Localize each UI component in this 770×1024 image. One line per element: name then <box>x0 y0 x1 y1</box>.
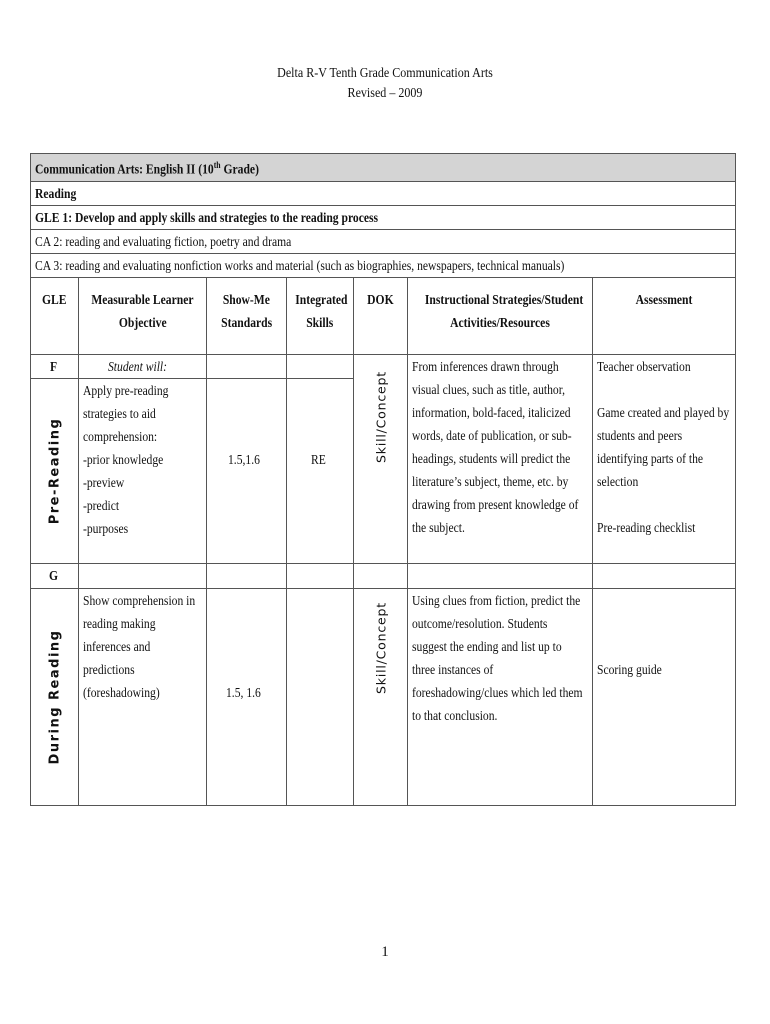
dok-cell <box>354 354 408 563</box>
strategy-line: information, bold-faced, italicized <box>412 404 571 420</box>
strategy-line: to that conclusion. <box>412 707 498 723</box>
strategy-line: suggest the ending and list up to <box>412 638 562 654</box>
assessment-line: Teacher observation <box>597 358 691 374</box>
phase-label: Pre-Reading <box>47 417 62 524</box>
gle-row <box>31 205 736 229</box>
assessment-line: selection <box>597 473 639 489</box>
objective-line: -preview <box>83 474 125 490</box>
objective-line: -prior knowledge <box>83 451 164 467</box>
assessment-line <box>597 378 731 401</box>
strategy-line: literature’s subject, theme, etc. by <box>412 473 569 489</box>
gle-letter: G <box>49 567 59 583</box>
col-header-skills: Integrated Skills <box>295 291 348 330</box>
dok-cell <box>354 588 408 805</box>
objective-line: reading making <box>83 615 156 631</box>
assessment-line: students and peers <box>597 427 683 443</box>
gle-letter-row-g <box>31 563 736 588</box>
assessment-text <box>597 589 731 681</box>
objective-line: -predict <box>83 497 120 513</box>
strategy-line: the subject. <box>412 519 465 535</box>
phase-cell <box>31 378 79 563</box>
col-header-assessment: Assessment <box>635 291 693 307</box>
assessment-line <box>597 493 731 516</box>
objective-line: -purposes <box>83 520 129 536</box>
ca3-statement: CA 3: reading and evaluating nonfiction works and material (such as biographies, newspapers, technical manuals) <box>35 257 565 273</box>
skills-value: RE <box>311 451 327 467</box>
objective-line: strategies to aid <box>83 405 156 421</box>
ca3-row <box>31 253 736 277</box>
strategy-line: foreshadowing/clues which led them <box>412 684 583 700</box>
col-header-gle: GLE <box>42 291 67 307</box>
curriculum-table <box>30 153 736 806</box>
strategy-line: From inferences drawn through <box>412 358 559 374</box>
standards-value: 1.5,1.6 <box>227 451 260 467</box>
assessment-line: identifying parts of the <box>597 450 704 466</box>
assessment-line: Game created and played by <box>597 404 730 420</box>
assessment-line <box>597 589 731 612</box>
objective-line: Show comprehension in <box>83 592 196 608</box>
column-header-row <box>31 277 736 354</box>
assessment-line: Pre-reading checklist <box>597 519 696 535</box>
document-title-line-1: Delta R-V Tenth Grade Communication Arts <box>277 66 493 81</box>
objective-cell <box>79 378 207 563</box>
dok-value: Skill/Concept <box>373 601 388 694</box>
objective-line: inferences and <box>83 638 151 654</box>
strategies-text <box>412 589 588 727</box>
assessment-text <box>597 355 731 539</box>
objective-line: Apply pre-reading <box>83 382 169 398</box>
course-title: Communication Arts: English II (10th Grade) <box>35 160 259 177</box>
strand-label: Reading <box>35 185 77 201</box>
course-title-row <box>31 154 736 182</box>
page-number: 1 <box>381 944 389 960</box>
objective-cell <box>79 588 207 805</box>
assessment-cell <box>593 354 736 563</box>
strategy-line: Using clues from fiction, predict the <box>412 592 581 608</box>
table-row-during-reading <box>31 588 736 805</box>
objective-line: predictions <box>83 661 135 677</box>
objective-line: comprehension: <box>83 428 158 444</box>
phase-label: During Reading <box>47 629 62 764</box>
gle-letter: F <box>50 358 58 374</box>
col-header-dok: DOK <box>367 291 394 307</box>
col-header-strategies: Instructional Strategies/Student Activities/Resources <box>424 291 584 330</box>
phase-cell <box>31 588 79 805</box>
strategy-line: headings, students will predict the <box>412 450 571 466</box>
student-will-label: Student will: <box>108 358 168 374</box>
strategies-text <box>412 355 588 539</box>
strategies-cell <box>408 354 593 563</box>
document-title <box>54 64 716 104</box>
assessment-line <box>597 635 731 658</box>
strategy-line: visual clues, such as title, author, <box>412 381 566 397</box>
strand-row <box>31 181 736 205</box>
objective-text <box>83 379 202 540</box>
assessment-cell <box>593 588 736 805</box>
ca2-statement: CA 2: reading and evaluating fiction, poetry and drama <box>35 233 292 249</box>
objective-text <box>83 589 202 704</box>
document-title-line-2: Revised – 2009 <box>347 86 423 101</box>
strategy-line: three instances of <box>412 661 494 677</box>
col-header-objective: Measurable Learner Objective <box>91 291 194 330</box>
gle-statement: GLE 1: Develop and apply skills and strategies to the reading process <box>35 209 379 225</box>
ca2-row <box>31 229 736 253</box>
assessment-line <box>597 612 731 635</box>
col-header-standards: Show-Me Standards <box>221 291 272 330</box>
strategy-line: outcome/resolution. Students <box>412 615 548 631</box>
objective-line: (foreshadowing) <box>83 684 160 700</box>
standards-value: 1.5, 1.6 <box>226 684 262 700</box>
strategy-line: drawing from present knowledge of <box>412 496 579 512</box>
strategy-line: words, date of publication, or sub- <box>412 427 572 443</box>
strategies-cell <box>408 588 593 805</box>
dok-value: Skill/Concept <box>373 370 388 463</box>
gle-letter-row-f <box>31 354 736 378</box>
assessment-line: Scoring guide <box>597 661 662 677</box>
